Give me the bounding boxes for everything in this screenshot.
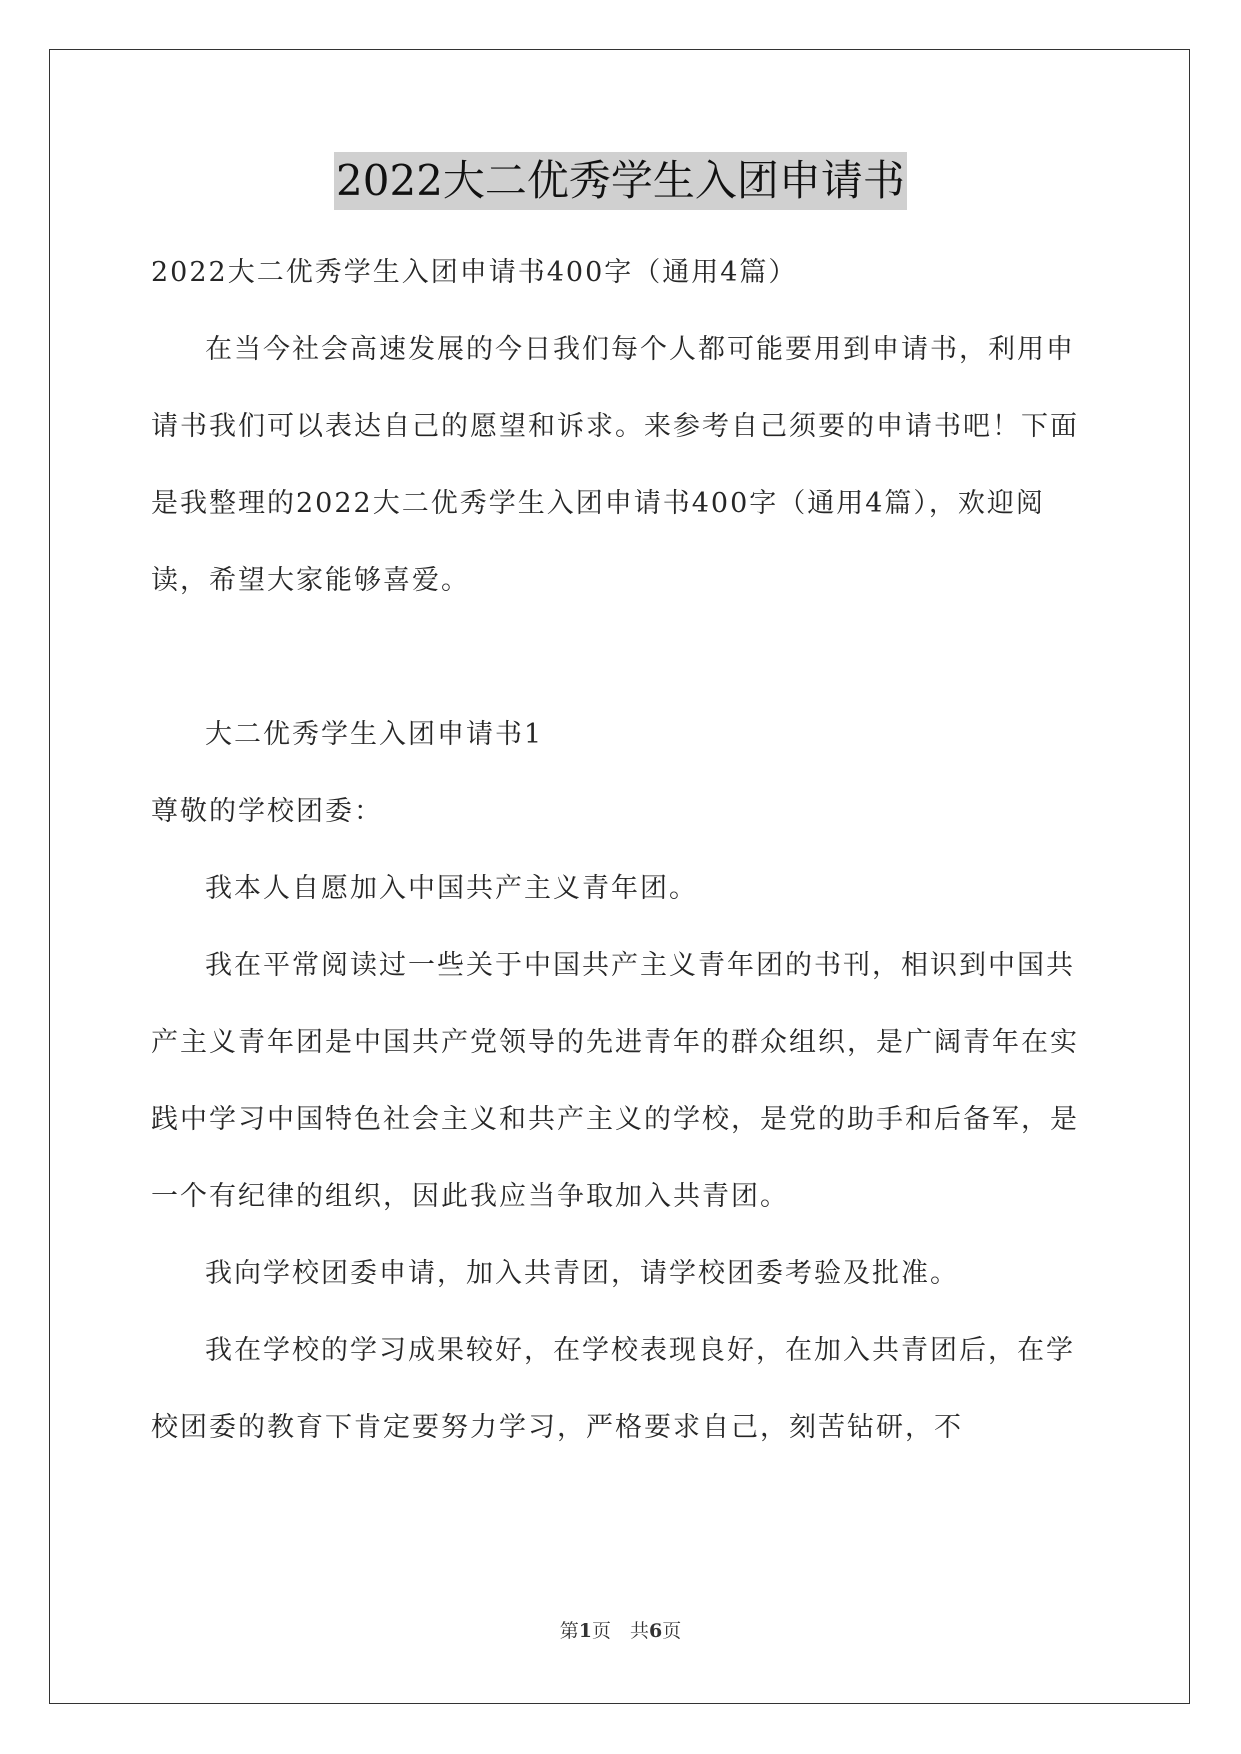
page-suffix: 页 bbox=[662, 1620, 682, 1642]
body-paragraph: 我本人自愿加入中国共产主义青年团。 bbox=[205, 873, 698, 904]
body-paragraph: 我在学校的学习成果较好，在学校表现良好，在加入共青团后，在学校团委的教育下肯定要努力学习，严格要求自己，刻苦钻研，不 bbox=[151, 1335, 1075, 1443]
section-heading: 大二优秀学生入团申请书1 bbox=[205, 719, 544, 750]
document-title: 2022大二优秀学生入团申请书 bbox=[334, 152, 907, 210]
page-footer bbox=[0, 1616, 1241, 1643]
salutation: 尊敬的学校团委： bbox=[151, 796, 383, 827]
page-current: 1 bbox=[578, 1620, 592, 1642]
document-body bbox=[151, 234, 1091, 1466]
body-paragraph: 我向学校团委申请，加入共青团，请学校团委考验及批准。 bbox=[205, 1258, 959, 1289]
subtitle-paragraph: 2022大二优秀学生入团申请书400字（通用4篇） bbox=[151, 257, 798, 288]
page-mid: 页 共 bbox=[591, 1620, 649, 1642]
title-wrap bbox=[0, 152, 1241, 210]
intro-paragraph: 在当今社会高速发展的今日我们每个人都可能要用到申请书，利用申请书我们可以表达自己的愿望和诉求。来参考自己须要的申请书吧！下面是我整理的2022大二优秀学生入团申请书400字（通用4篇），欢迎阅读，希望大家能够喜爱。 bbox=[151, 334, 1079, 596]
body-paragraph: 我在平常阅读过一些关于中国共产主义青年团的书刊，相识到中国共产主义青年团是中国共产党领导的先进青年的群众组织，是广阔青年在实践中学习中国特色社会主义和共产主义的学校，是党的助手和后备军，是一个有纪律的组织，因此我应当争取加入共青团。 bbox=[151, 950, 1079, 1212]
page-prefix: 第 bbox=[559, 1620, 579, 1642]
page-total: 6 bbox=[649, 1620, 663, 1642]
blank-line bbox=[151, 619, 1091, 696]
